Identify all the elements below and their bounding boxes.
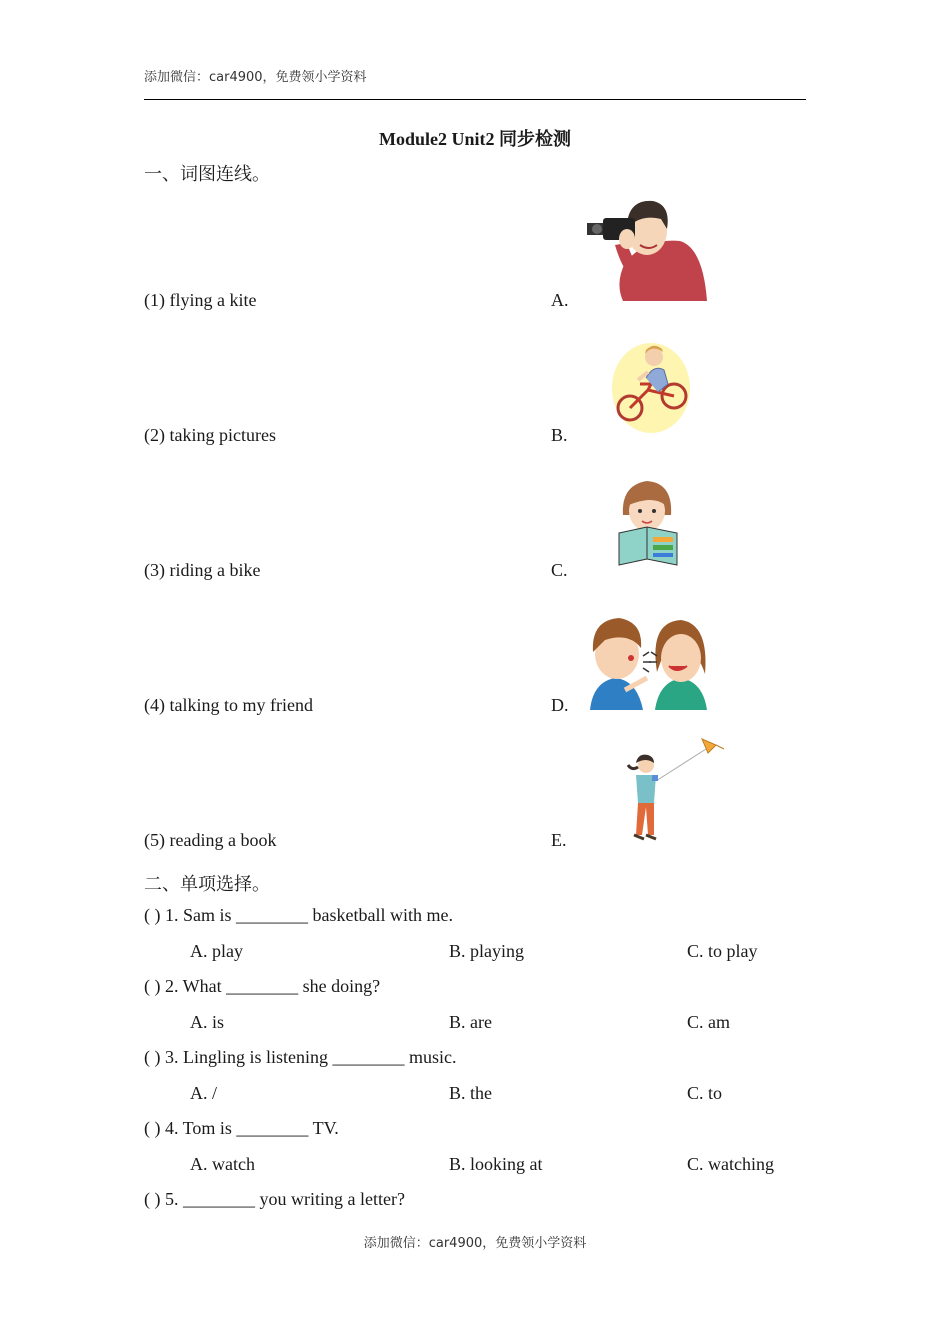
question-1-option-a: A. play <box>190 941 243 961</box>
header-divider <box>144 99 806 100</box>
question-2-option-b: B. are <box>449 1012 492 1032</box>
man-taking-photo-image <box>585 193 710 303</box>
question-3-option-c: C. to <box>687 1083 723 1103</box>
question-1-option-c: C. to play <box>687 941 758 961</box>
girl-flying-kite-image <box>620 735 725 845</box>
match-word-4: (4) talking to my friend <box>144 695 313 715</box>
match-word-5: (5) reading a book <box>144 830 277 850</box>
match-word-1: (1) flying a kite <box>144 290 257 310</box>
question-4-option-a: A. watch <box>190 1154 255 1174</box>
question-5-stem: ( ) 5. ________ you writing a letter? <box>144 1189 405 1209</box>
question-1-option-b: B. playing <box>449 941 524 961</box>
boy-riding-bike-image <box>610 340 692 435</box>
girl-reading-book-image <box>615 475 680 570</box>
two-kids-talking-image <box>585 612 710 712</box>
page-header-note: 添加微信：car4900，免费领小学资料 <box>144 70 367 85</box>
question-2-option-c: C. am <box>687 1012 730 1032</box>
match-letter-c: C. <box>551 560 568 580</box>
question-4-option-c: C. watching <box>687 1154 774 1174</box>
section2-heading: 二、单项选择。 <box>144 874 270 895</box>
question-3-stem: ( ) 3. Lingling is listening ________ music. <box>144 1047 457 1067</box>
question-4-stem: ( ) 4. Tom is ________ TV. <box>144 1118 339 1138</box>
question-4-option-b: B. looking at <box>449 1154 543 1174</box>
question-2-stem: ( ) 2. What ________ she doing? <box>144 976 381 996</box>
question-3-option-b: B. the <box>449 1083 492 1103</box>
match-word-2: (2) taking pictures <box>144 425 276 445</box>
question-1-stem: ( ) 1. Sam is ________ basketball with me. <box>144 905 453 925</box>
question-2-option-a: A. is <box>190 1012 225 1032</box>
match-letter-e: E. <box>551 830 567 850</box>
match-letter-d: D. <box>551 695 569 715</box>
match-word-3: (3) riding a bike <box>144 560 261 580</box>
page-footer-note: 添加微信：car4900，免费领小学资料 <box>363 1236 587 1251</box>
match-letter-b: B. <box>551 425 568 445</box>
section1-heading: 一、词图连线。 <box>144 164 270 185</box>
match-letter-a: A. <box>551 290 569 310</box>
page-title: Module2 Unit2 同步检测 <box>378 129 571 149</box>
question-3-option-a: A. / <box>190 1083 217 1103</box>
